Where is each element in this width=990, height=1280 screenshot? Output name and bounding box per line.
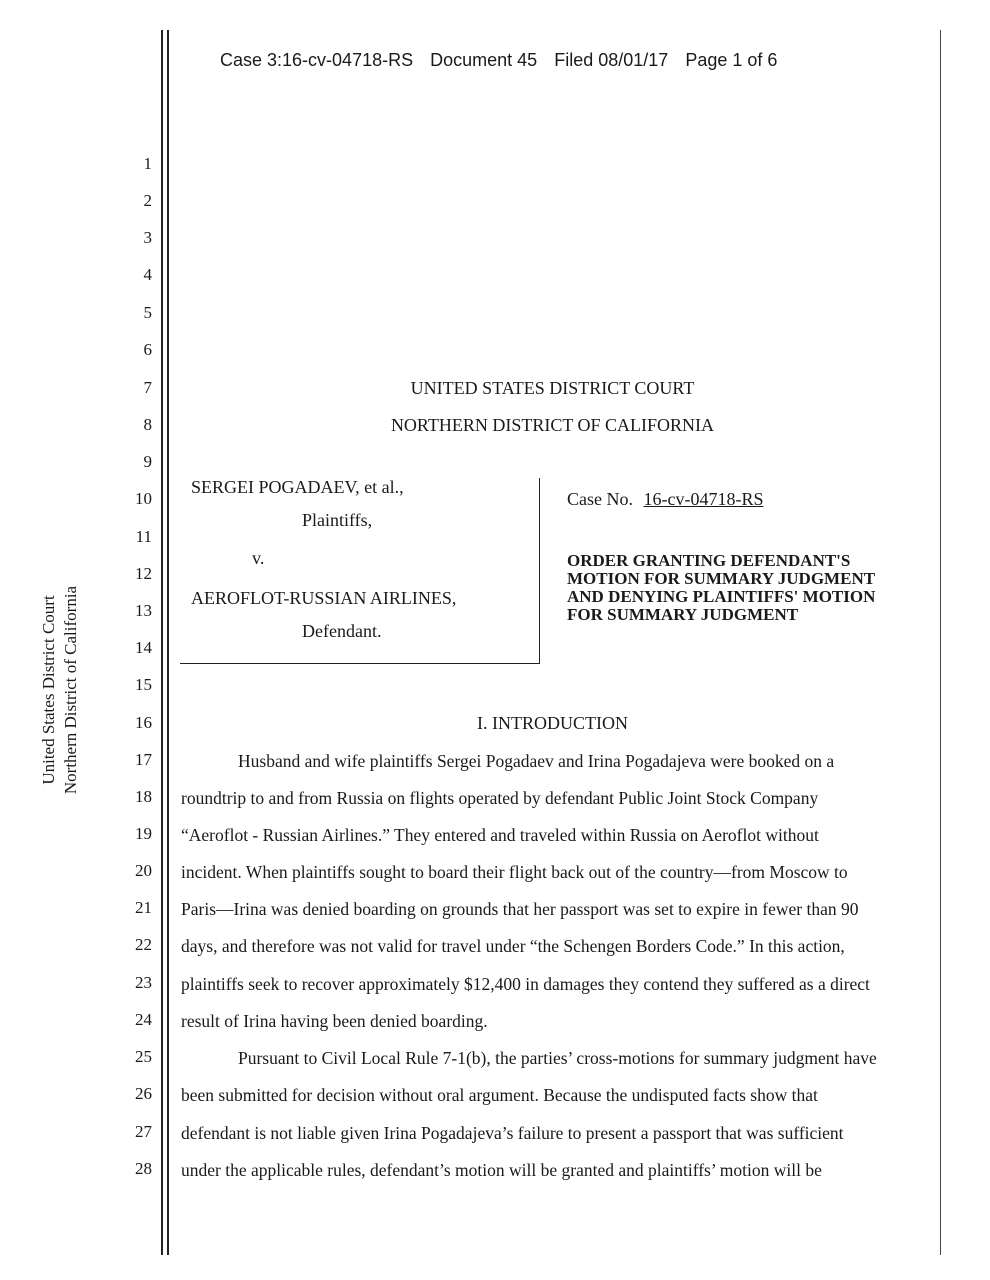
- line-number: 21: [135, 898, 152, 917]
- body-line: Husband and wife plaintiffs Sergei Pogadaev and Irina Pogadajeva were booked on a: [238, 751, 835, 771]
- right-margin-rule: [940, 30, 941, 1255]
- order-title: [567, 552, 927, 624]
- plaintiff-role: Plaintiffs,: [302, 510, 373, 530]
- line-number: 16: [135, 713, 152, 732]
- line-number: 22: [135, 935, 152, 954]
- order-title-line: AND DENYING PLAINTIFFS' MOTION: [567, 587, 876, 606]
- order-title-line: MOTION FOR SUMMARY JUDGMENT: [567, 569, 876, 588]
- body-line: Paris—Irina was denied boarding on grounds that her passport was set to expire in fewer than 90: [181, 899, 859, 919]
- line-number: 14: [135, 638, 152, 657]
- line-number: 7: [143, 378, 152, 397]
- caption-divider-horizontal: [180, 663, 540, 664]
- line-number: 19: [135, 824, 152, 843]
- line-number: 26: [135, 1084, 152, 1103]
- order-title-line: ORDER GRANTING DEFENDANT'S: [567, 551, 851, 570]
- case-number-label: Case No.: [567, 489, 633, 509]
- line-number: 23: [135, 973, 152, 992]
- case-number-value: 16-cv-04718-RS: [643, 489, 764, 509]
- left-margin-rule: [161, 30, 163, 1255]
- left-margin-rule-inner: [167, 30, 169, 1255]
- line-number: 8: [143, 415, 152, 434]
- line-number: 24: [135, 1010, 152, 1029]
- line-number: 11: [135, 527, 152, 546]
- filing-header: [220, 50, 789, 71]
- side-label-court: United States District Court: [39, 595, 58, 785]
- line-number: 25: [135, 1047, 152, 1066]
- body-line: plaintiffs seek to recover approximately $12,400 in damages they contend they suffered as a direct: [181, 974, 870, 994]
- body-line: roundtrip to and from Russia on flights operated by defendant Public Joint Stock Company: [181, 788, 819, 808]
- line-number: 28: [135, 1159, 152, 1178]
- court-district: NORTHERN DISTRICT OF CALIFORNIA: [390, 415, 715, 435]
- court-name: UNITED STATES DISTRICT COURT: [410, 378, 695, 398]
- section-heading: I. INTRODUCTION: [477, 713, 628, 733]
- line-number: 13: [135, 601, 152, 620]
- line-number: 4: [143, 265, 152, 284]
- body-line: incident. When plaintiffs sought to board their flight back out of the country—from Moscow to: [181, 862, 848, 882]
- body-line: “Aeroflot - Russian Airlines.” They entered and traveled within Russia on Aeroflot without: [181, 825, 819, 845]
- case-number: [567, 489, 764, 510]
- line-number: 2: [143, 191, 152, 210]
- line-number: 6: [143, 340, 152, 359]
- header-document-number: Document 45: [430, 50, 538, 70]
- side-label-district: Northern District of California: [61, 585, 80, 795]
- order-title-line: FOR SUMMARY JUDGMENT: [567, 605, 799, 624]
- header-filed-date: Filed 08/01/17: [554, 50, 669, 70]
- body-line: days, and therefore was not valid for travel under “the Schengen Borders Code.” In this action,: [181, 936, 845, 956]
- line-number: 27: [135, 1122, 152, 1141]
- body-line: result of Irina having been denied boarding.: [181, 1011, 488, 1031]
- defendant-name: AEROFLOT-RUSSIAN AIRLINES,: [191, 588, 457, 608]
- line-number: 9: [143, 452, 152, 471]
- line-number: 18: [135, 787, 152, 806]
- body-line: Pursuant to Civil Local Rule 7-1(b), the parties’ cross-motions for summary judgment have: [238, 1048, 877, 1068]
- line-number: 17: [135, 750, 152, 769]
- line-number: 1: [143, 154, 152, 173]
- defendant-role: Defendant.: [302, 621, 382, 641]
- line-number: 12: [135, 564, 152, 583]
- line-number: 15: [135, 675, 152, 694]
- versus: v.: [252, 548, 265, 568]
- body-line: under the applicable rules, defendant’s motion will be granted and plaintiffs’ motion will be: [181, 1160, 822, 1180]
- plaintiff-name: SERGEI POGADAEV, et al.,: [191, 477, 404, 497]
- line-number: 5: [143, 303, 152, 322]
- line-number: 10: [135, 489, 152, 508]
- line-number: 3: [143, 228, 152, 247]
- body-line: defendant is not liable given Irina Pogadajeva’s failure to present a passport that was sufficient: [181, 1123, 844, 1143]
- body-line: been submitted for decision without oral argument. Because the undisputed facts show that: [181, 1085, 818, 1105]
- header-case-number: Case 3:16-cv-04718-RS: [220, 50, 414, 70]
- line-number: 20: [135, 861, 152, 880]
- caption-divider-vertical: [539, 478, 540, 664]
- header-page-number: Page 1 of 6: [685, 50, 778, 70]
